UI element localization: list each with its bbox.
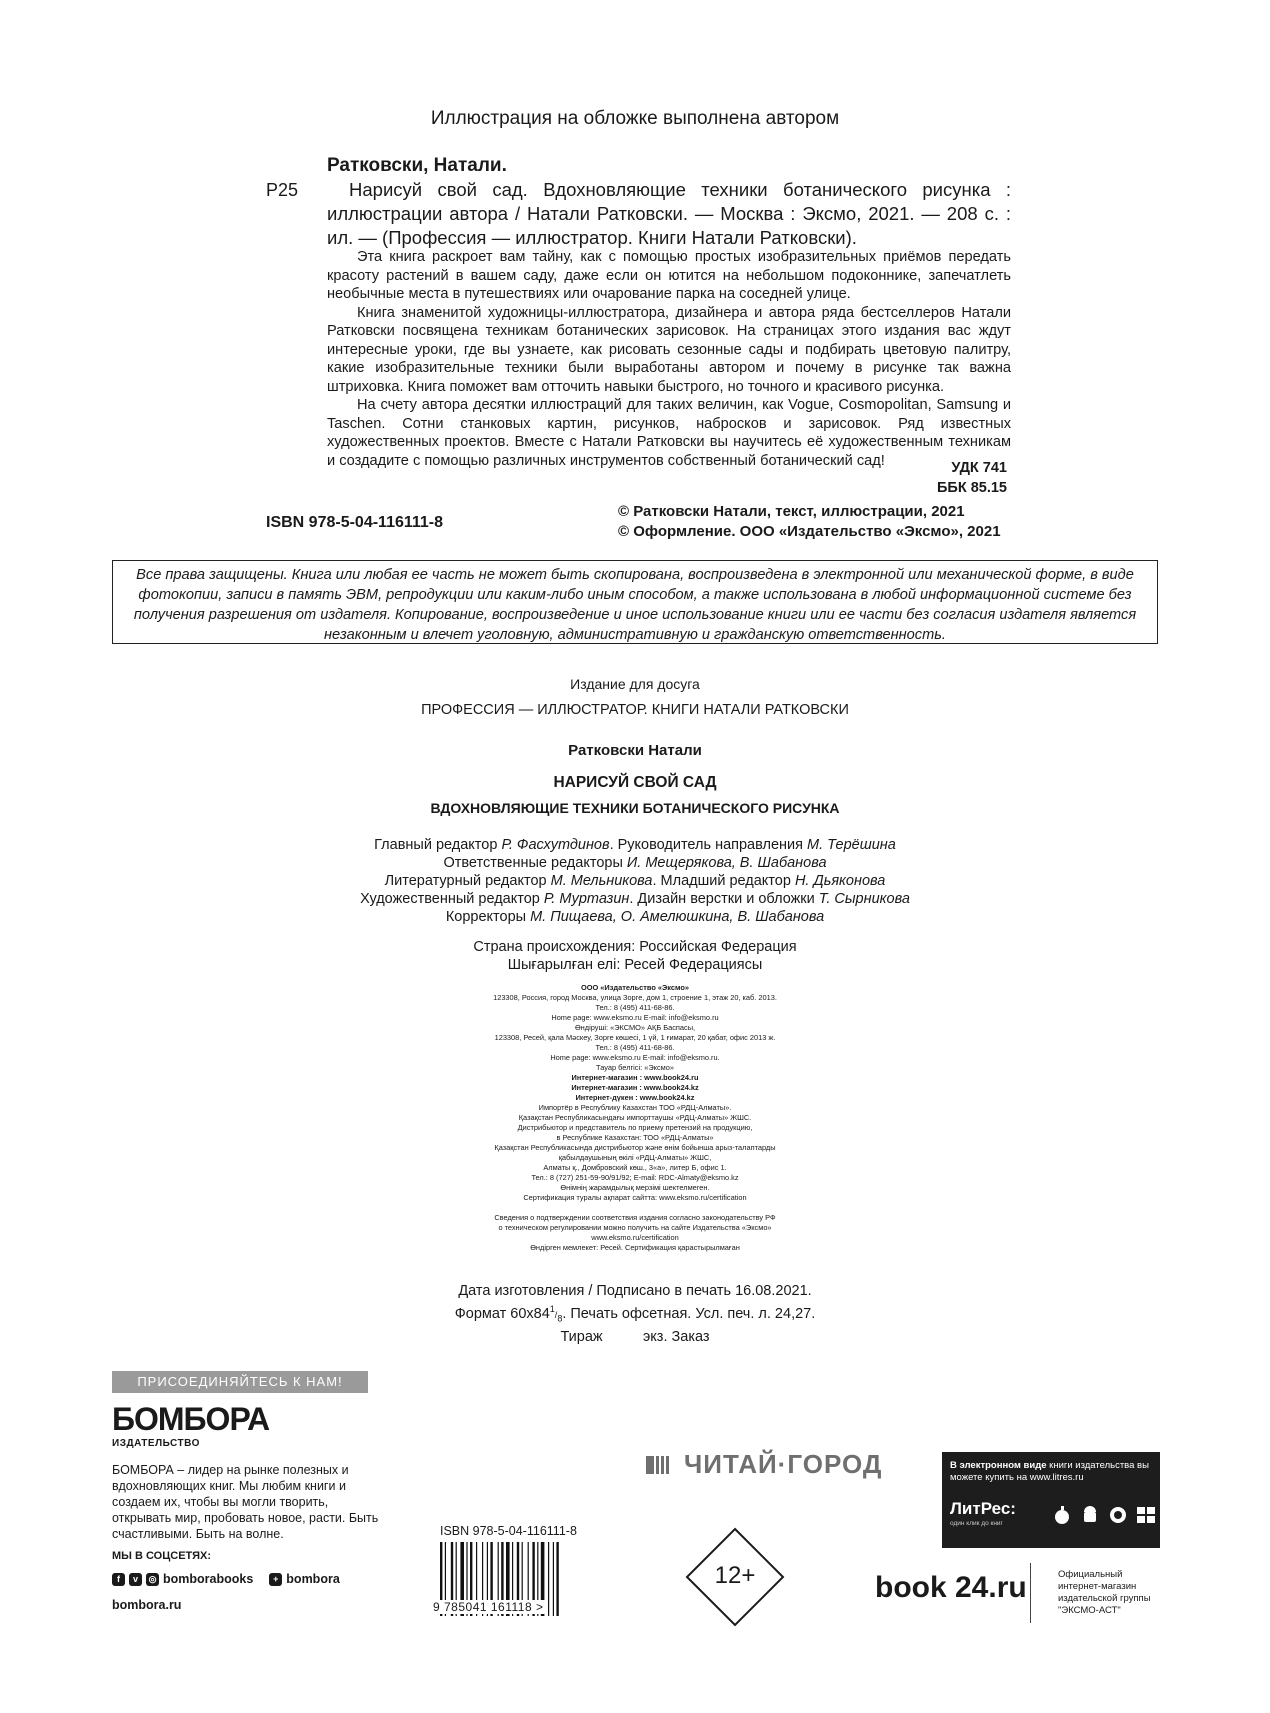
chitai-gorod-mark-icon [646,1454,680,1476]
publisher-line: Интернет-дүкен : www.book24.kz [575,1093,695,1102]
staff-role: . Руководитель направления [609,837,807,853]
print-format: Формат $60x84^1/_8$. Печать офсетная. Усл. печ. л. 24,27. [454,1304,816,1324]
publisher-line: Интернет-магазин : www.book24.kz [571,1083,699,1092]
publisher-line: Home page: www.eksmo.ru E-mail: info@eksmo.ru. [550,1053,720,1062]
book24-divider [1030,1563,1031,1623]
bombora-description: БОМБОРА – лидер на рынке полезных и вдохновляющих книг. Мы любим книги и создаем их, чтобы вы могли творить, открывать мир, пробовать новое, расти. Быть счастливыми. Быть на волне. [112,1463,379,1541]
print-run: Тираж экз. Заказ [560,1328,710,1345]
staff-name: И. Мещерякова, В. Шабанова [626,855,827,871]
publisher-details [0,983,1270,1253]
annotation [327,248,1011,470]
editorial-staff [0,836,1270,926]
publisher-line [0,1203,1270,1213]
android-icon [1080,1505,1100,1525]
annotation-paragraph: Эта книга раскроет вам тайну, как с помощью простых изобразительных приёмов передать красоту растений в вашем саду, даже если он ютится на небольшом подоконнике, запечатлеть необычные места в путешествиях или очарование парка на соседней улице. [327,249,1011,302]
staff-role: Художественный редактор [360,891,544,907]
country-ru: Страна происхождения: Российская Федерация [473,939,797,955]
age-rating-text: 12+ [714,1562,756,1589]
imprint-subtitle: ВДОХНОВЛЯЮЩИЕ ТЕХНИКИ БОТАНИЧЕСКОГО РИСУНКА [430,800,840,816]
staff-name: М. Пищаева, О. Амелюшкина, В. Шабанова [530,909,825,925]
facebook-icon: f [112,1573,125,1586]
catalog-author: Ратковски, Натали. [327,155,507,176]
publisher-line: Тел.: 8 (495) 411-68-86. [595,1003,675,1012]
imprint-author: Ратковски Натали [568,742,702,759]
publisher-line: 123308, Ресей, қала Мәскеу, Зорге көшесі, 1 үй, 1 ғимарат, 20 қабат, офис 2013 ж. [494,1033,776,1042]
classification-codes [857,458,1007,498]
staff-line [0,890,1270,908]
publisher-line: Қазақстан Республикасындағы импорттаушы «РДЦ-Алматы» ЖШС. [518,1113,752,1122]
social-handle[interactable]: bombora [286,1572,340,1586]
country-kz: Шығарылған елі: Ресей Федерациясы [507,957,763,973]
book24-logo: book 24.ru [875,1571,1027,1604]
print-date: Дата изготовления / Подписано в печать 16.08.2021. [458,1283,812,1299]
annotation-paragraph: На счету автора десятки иллюстраций для таких величин, как Vogue, Cosmopolitan, Samsung и Taschen. Сотни станковых картин, рисунков, набросков и зарисовок. Ряд известных художественных проектов. Вместе с Натали Ратковски вы научитесь её художественным техникам и создадите с помощью различных инструментов собственный ботанический сад! [327,397,1011,469]
publisher-line: о техническом регулировании можно получить на сайте Издательства «Эксмо» [498,1223,772,1232]
publisher-line: Сведения о подтверждении соответствия издания согласно законодательству РФ [494,1213,776,1222]
bbk-code: ББК 85.15 [936,480,1007,496]
staff-name: Н. Дьяконова [794,873,886,889]
plus-icon: + [269,1573,282,1586]
publisher-line: Қазақстан Республикасында дистрибьютор және өнім бойынша арыз-талаптарды [494,1143,776,1152]
social-links [112,1572,340,1586]
staff-role: Ответственные редакторы [443,855,627,871]
staff-line [0,908,1270,926]
publisher-line: 123308, Россия, город Москва, улица Зорге, дом 1, строение 1, этаж 20, каб. 2013. [493,993,777,1002]
staff-name: Т. Сырникова [818,891,910,907]
copyright-design: © Оформление. ООО «Издательство «Эксмо», 2021 [618,523,1001,540]
country-of-origin [0,938,1270,974]
publisher-line: Интернет-магазин : www.book24.ru [571,1073,699,1082]
staff-line [0,872,1270,890]
bombora-url[interactable]: bombora.ru [112,1598,182,1612]
rights-notice-box [112,560,1158,644]
join-us-banner: ПРИСОЕДИНЯЙТЕСЬ К НАМ! [112,1371,368,1393]
publisher-line: Өнімнің жарамдылық мерзімі шектелмеген. [560,1183,710,1192]
staff-name: М. Мельникова [550,873,653,889]
imprint-title: НАРИСУЙ СВОЙ САД [553,774,717,791]
catalog-description-text: Нарисуй свой сад. Вдохновляющие техники ботанического рисунка : иллюстрации автора / Натали Ратковски. — Москва : Эксмо, 2021. — 208 с. : ил. — (Профессия — иллюстратор. Книги Натали Ратковски). [327,179,1011,248]
publisher-line: в Республике Казахстан: ТОО «РДЦ-Алматы» [556,1133,714,1142]
social-title: МЫ В СОЦСЕТЯХ: [112,1550,212,1562]
windows-icon [1136,1505,1156,1525]
litres-logo: ЛитРес: [950,1499,1016,1518]
apple-icon [1052,1505,1072,1525]
publisher-line: Тауар белгісі: «Эксмо» [596,1063,674,1072]
isbn: ISBN 978-5-04-116111-8 [266,514,444,531]
publisher-line: Импортёр в Республику Казахстан ТОО «РДЦ-Алматы». [538,1103,732,1112]
litres-slogan: один клик до книг [950,1520,1003,1527]
udk-code: УДК 741 [951,460,1007,476]
publisher-line: Дистрибьютор и представитель по приему претензий на продукцию, [517,1123,753,1132]
publisher-line: Тел.: 8 (495) 411-68-86. [595,1043,675,1052]
chitai-gorod-text: ЧИТАЙ·ГОРОД [684,1449,883,1479]
litres-text-bold: В электронном виде [950,1460,1047,1471]
instagram-icon: ◎ [146,1573,159,1586]
staff-line [0,854,1270,872]
publisher-line: қабылдаушының өкілі «РДЦ-Алматы» ЖШС, [558,1153,712,1162]
catalog-description [327,178,1011,250]
barcode-bar [548,1542,549,1616]
litres-text-rest: книги издательства вы можете купить на www.litres.ru [950,1460,1149,1483]
staff-role: Литературный редактор [384,873,551,889]
vk-icon: v [129,1573,142,1586]
publisher-line: ООО «Издательство «Эксмо» [581,983,689,992]
staff-role: Корректоры [445,909,531,925]
copyright-block [618,502,1001,542]
staff-role: Главный редактор [374,837,502,853]
bombora-logo-subtitle: ИЗДАТЕЛЬСТВО [112,1438,200,1449]
staff-name: Р. Фасхутдинов [501,837,610,853]
catalog-code: Р25 [266,180,299,200]
staff-name: М. Терёшина [807,837,896,853]
series-name: ПРОФЕССИЯ — ИЛЛЮСТРАТОР. КНИГИ НАТАЛИ РАТКОВСКИ [421,702,849,718]
edition-type: Издание для досуга [570,676,700,692]
rights-notice-text: Все права защищены. Книга или любая ее часть не может быть скопирована, воспроизведена в электронной или механической форме, в виде фотокопии, записи в память ЭВМ, репродукции или каким-либо иным способом, а также использована в любой информационной системе без получения разрешения от издателя. Копирование, воспроизведение и иное использование книги или ее части без согласия издателя является незаконным и влечет уголовную, административную и гражданскую ответственность. [133,567,1137,643]
bombora-logo: БОМБОРА [112,1401,270,1437]
format-text: . Печать офсетная. Усл. печ. л. 24,27. [562,1305,816,1322]
barcode-bar [553,1542,554,1616]
windows-phone-icon [1108,1505,1128,1525]
book24-description: Официальный интернет-магазин издательской группы "ЭКСМО-АСТ" [1058,1569,1151,1616]
platform-icons [1052,1505,1156,1525]
publisher-line: Home page: www.eksmo.ru E-mail: info@eksmo.ru [551,1013,719,1022]
social-handle[interactable]: bomborabooks [163,1572,254,1586]
staff-role: . Младший редактор [652,873,795,889]
print-info [0,1282,1270,1346]
staff-role: . Дизайн верстки и обложки [629,891,819,907]
barcode-digits: 9 785041 161118 > [433,1600,544,1614]
copyright-text: © Ратковски Натали, текст, иллюстрации, 2021 [618,503,965,520]
publisher-line: Өндірген мемлекет: Ресей. Сертификация қарастырылмаған [530,1243,740,1252]
publisher-line: www.eksmo.ru/certification [591,1233,679,1242]
chitai-gorod-logo [646,1449,882,1480]
litres-text [950,1460,1155,1484]
staff-name: Р. Муртазин [543,891,630,907]
barcode-bar [556,1542,558,1616]
publisher-line: Сертификация туралы ақпарат сайтта: www.eksmo.ru/certification [523,1193,747,1202]
format-text: Формат 60x84 [454,1305,550,1322]
staff-line [0,836,1270,854]
format-fraction-numerator: 1 [549,1304,555,1314]
publisher-line: Алматы қ., Домбровский көш., 3«а», литер Б, офис 1. [543,1163,727,1172]
cover-illustration-note: Иллюстрация на обложке выполнена автором [430,108,840,129]
publisher-line: Тел.: 8 (727) 251-59-90/91/92; E-mail: RDC-Almaty@eksmo.kz [531,1173,739,1182]
annotation-paragraph: Книга знаменитой художницы-иллюстратора, дизайнера и автора ряда бестселлеров Натали Ратковски посвящена техникам ботанических зарисовок. На страницах этого издания вас ждут интересные уроки, где вы узнаете, как рисовать сезонные сады и подбирать цветовую палитру, какие изобразительные техники были выработаны автором и почему в рисунке так важна штриховка. Книга поможет вам отточить навыки быстрого, но точного и красивого рисунка. [327,304,1011,395]
barcode-isbn: ISBN 978-5-04-116111-8 [440,1524,577,1538]
publisher-line: Өндіруші: «ЭКСМО» АҚБ Баспасы, [574,1023,696,1032]
format-fraction-denominator: 8 [557,1313,563,1324]
